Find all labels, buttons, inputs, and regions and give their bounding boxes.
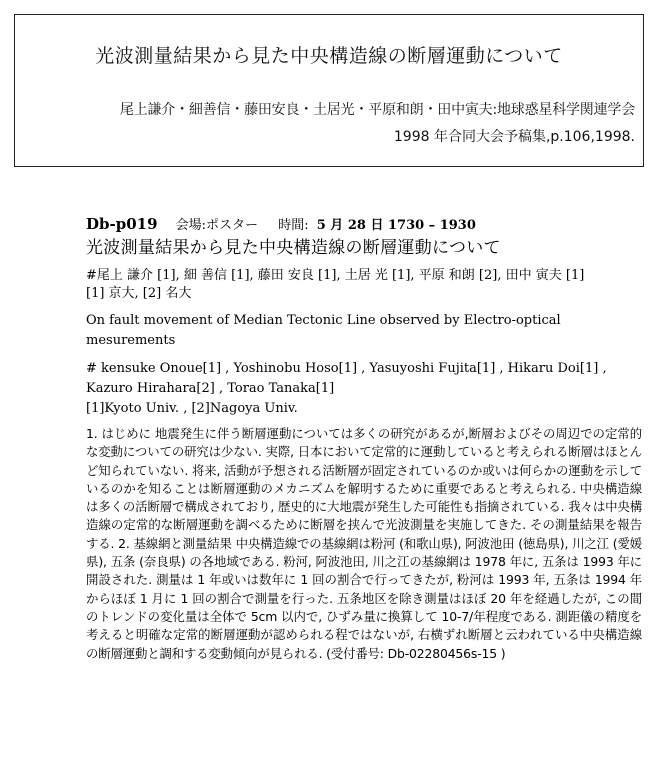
time-value: 5 月 28 日 1730 – 1930 xyxy=(316,218,476,233)
citation-reference: 1998 年合同大会予稿集,p.106,1998. xyxy=(393,129,635,145)
jp-affiliations: [1] 京大, [2] 名大 xyxy=(86,286,192,301)
en-affiliations: [1]Kyoto Univ. , [2]Nagoya Univ. xyxy=(86,401,298,416)
abstract-body: 1. はじめに 地震発生に伴う断層運動については多くの研究があるが,断層およびその周辺での定常的な変動についての研究は少ない. 実際, 日本において定常的に運動していると考えられる断層はほとんど知られていない. 将来, 活動が予想される活断層が固定されているのか或いは何らかの運動を示しているのかを知ることは断層運動のメカニズムを解明するために重要であると考えられる. 中央構造線は多くの活断層で構成されており, 歴史的に大地震が発生した可能性も指摘されている. 我々は中央構造線の定常的な断層運動を調べるために断層を挟んで光波測量を実施してきた. その測量結果を報告する. 2. 基線網と測量結果 中央構造線での基線網は粉河 (和歌山県), 阿波池田 (徳島県), 川之江 (愛媛県), 五条 (奈良県) の各地域である. 粉河, 阿波池田, 川之江の基線網は 1978 年に, 五条は 1993 年に開設された. 測量は 1 年或いは数年に 1 回の割合で行ってきたが, 粉河は 1993 年, 五条は 1994 年からほぼ 1 月に 1 回の割合で測量を行った. 五条地区を除き測量はほぼ 20 年を経過したが, この間のトレンドの変化量は全体で 5cm 以内で, ひずみ量に換算して 10-7/年程度である. 測距儀の精度を考えると明確な定常的断層運動が認められる程ではないが, 右横ずれ断層と云われている中央構造線の断層運動と調和する変動傾向が見られる. (受付番号: Db-02280456s-15 ) xyxy=(86,426,642,661)
session-line xyxy=(86,214,642,233)
presentation-code: Db-p019 xyxy=(86,215,158,233)
jp-title: 光波測量結果から見た中央構造線の断層運動について xyxy=(86,238,501,258)
citation-title: 光波測量結果から見た中央構造線の断層運動について xyxy=(95,45,563,67)
time-label: 時間: xyxy=(278,218,309,233)
venue: 会場:ポスター xyxy=(175,218,259,233)
citation-box xyxy=(14,14,644,167)
abstract-page xyxy=(86,214,642,663)
en-authors: # kensuke Onoue[1] , Yoshinobu Hoso[1] , Yasuyoshi Fujita[1] , Hikaru Doi[1] , Kazuro Hirahara[2] , Torao Tanaka[1] xyxy=(86,361,607,396)
en-title: On fault movement of Median Tectonic Line observed by Electro-optical mesurements xyxy=(86,313,561,348)
citation-authors: 尾上謙介・細善信・藤田安良・土居光・平原和朗・田中寅夫:地球惑星科学関連学会 xyxy=(119,102,635,118)
jp-authors: #尾上 謙介 [1], 細 善信 [1], 藤田 安良 [1], 土居 光 [1], 平原 和朗 [2], 田中 寅夫 [1] xyxy=(86,268,585,283)
